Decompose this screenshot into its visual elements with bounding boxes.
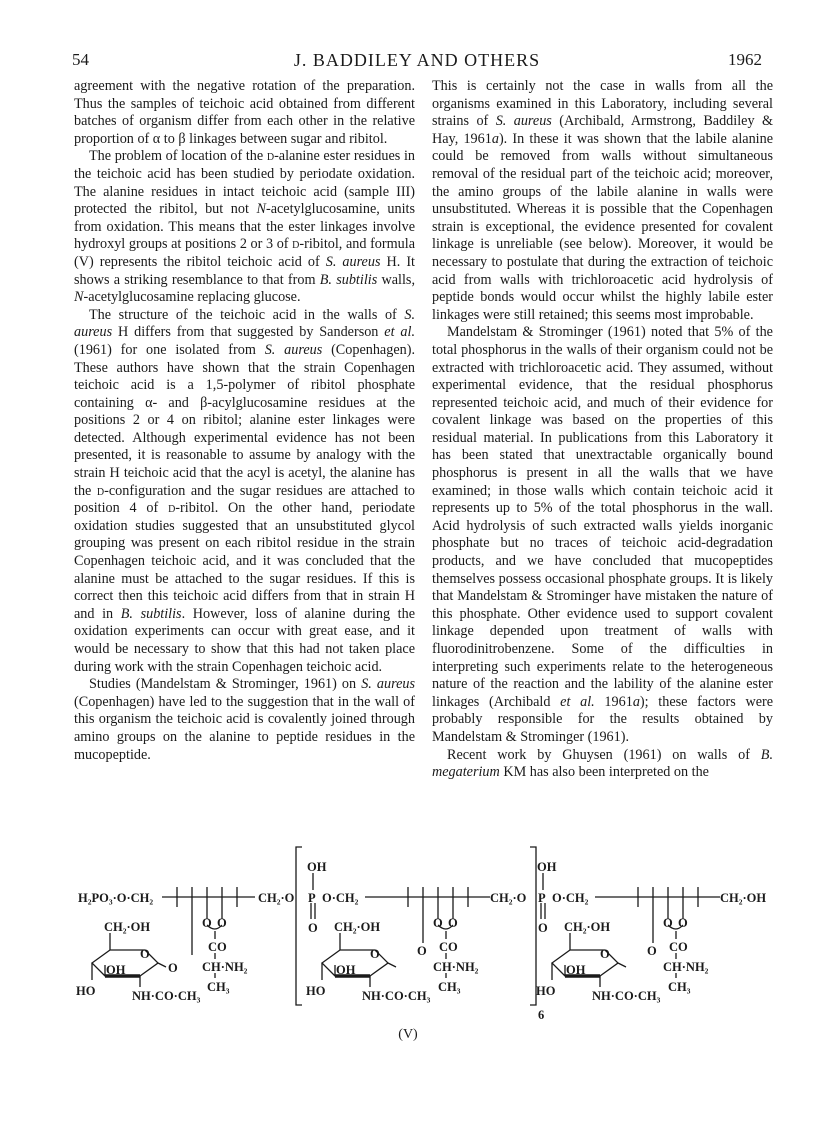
formula-sugar-ho: HO	[536, 984, 556, 998]
text-run: -alanine ester residues in the teichoic acid has been studied by periodate oxidation. The alanine residues in intact teichoic acid (sample III) protected the ribitol, but not	[74, 148, 415, 218]
italic-run: a	[632, 693, 640, 710]
formula-sugar-ch2oh: CH₂·OH	[104, 920, 151, 934]
italic-run: S. aureus	[495, 113, 552, 130]
formula-sugar-nhac: NH·CO·CH₃	[362, 989, 431, 1003]
italic-run: et al.	[384, 324, 415, 341]
text-run: -configuration and the sugar residues are attached to position 4 of	[74, 482, 415, 517]
text-run: Recent work by Ghuysen (1961) on walls of	[447, 746, 761, 763]
formula-sugar-nhac: NH·CO·CH₃	[592, 989, 661, 1003]
paragraph	[74, 78, 415, 148]
text-run: Studies (Mandelstam & Strominger, 1961) on	[89, 676, 362, 693]
text-run: d	[292, 236, 300, 253]
formula-ch2o-link: CH₂·O	[490, 891, 527, 905]
text-run: ). In these it was shown that the labile alanine could be removed from walls without simultaneous removal of the residual part of the teichoic acid; moreover, the amino groups of the labile alanine in walls were unsubstituted. Whereas it is possible that the Copenhagen strain is exceptional, the evidence presented for covalent linkage is unreliable (see below). Moreover, it would be necessary to postulate that during the extraction of teichoic acid from walls with trichloroacetic acid hydrolysis of peptide bonds would occur whilst the highly labile ester linkages were still retained; this seems most improbable.	[432, 130, 773, 323]
paragraph	[74, 307, 415, 676]
italic-run: S. aureus	[361, 676, 415, 693]
italic-run: B. subtilis	[319, 271, 378, 288]
page-number: 54	[72, 50, 89, 69]
formula-phosphate-p: P	[538, 891, 546, 905]
formula-phosphate-o: O	[538, 921, 548, 935]
paragraph	[432, 78, 773, 324]
formula-start-group: H₂PO₃·O·CH₂	[78, 891, 154, 905]
formula-glyco-o: O	[647, 944, 657, 958]
formula-ester-co: CO	[669, 940, 688, 954]
formula-ester-o: O	[217, 916, 227, 930]
formula-sugar-ch2oh: CH₂·OH	[564, 920, 611, 934]
formula-sugar-ch2oh: CH₂·OH	[334, 920, 381, 934]
text-run: This is certainly not the case in walls from all the organisms examined in this Laboratory, including several strains of	[432, 78, 773, 130]
formula-glyco-o: O	[417, 944, 427, 958]
teichoic-acid-structure-formula	[70, 835, 790, 1045]
text-run: (Copenhagen). These authors have shown that the strain Copenhagen teichoic acid is a 1,5-polymer of ribitol phosphate containing α- and β-acylglucosamine residues at the positions 2 or 4 on ribitol; alanine ester linkages were detected. Although experimental evidence has not been presented, it is reasonable to assume by analogy with the strain H teichoic acid that the acyl is acetyl, the alanine has the	[74, 341, 415, 499]
formula-ala-ch3: CH₃	[438, 980, 461, 994]
formula-ala-ch3: CH₃	[207, 980, 230, 994]
paragraph	[74, 676, 415, 764]
formula-ester-o: O	[663, 916, 673, 930]
text-run: H differs from that suggested by Sanderson	[112, 324, 385, 341]
formula-sugar-oh: OH	[566, 963, 586, 977]
text-run: d	[168, 500, 176, 517]
text-run: (Archibald, Armstrong, Baddiley & Hay, 1961	[432, 113, 773, 147]
text-run: (1961) for one isolated from	[74, 341, 265, 358]
italic-run: N	[74, 289, 84, 306]
formula-sugar-nhac: NH·CO·CH₃	[132, 989, 201, 1003]
formula-drawing	[70, 835, 790, 1035]
formula-ala-ch: CH·NH₂	[433, 960, 479, 974]
formula-ester-co: CO	[208, 940, 227, 954]
text-run: KM has also been interpreted on the	[499, 764, 709, 781]
formula-ester-o: O	[202, 916, 212, 930]
formula-sugar-oh: OH	[106, 963, 126, 977]
formula-sugar-oh: OH	[336, 963, 356, 977]
formula-ester-o: O	[433, 916, 443, 930]
text-run: H. It shows a striking resemblance to that from	[74, 253, 415, 288]
formula-glyco-o: O	[168, 961, 178, 975]
text-run: The structure of the teichoic acid in the walls of	[89, 306, 405, 323]
formula-repeat-count: 6	[538, 1008, 545, 1022]
formula-sugar-ho: HO	[76, 984, 96, 998]
formula-o-ch2: O·CH₂	[322, 891, 359, 905]
italic-run: B. megaterium	[432, 746, 773, 781]
formula-ester-o: O	[448, 916, 458, 930]
formula-phosphate-o: O	[308, 921, 318, 935]
formula-label: (V)	[398, 1027, 418, 1042]
italic-run: a	[491, 130, 499, 147]
formula-ch2o-link: CH₂·O	[258, 891, 295, 905]
italic-run: S. aureus	[264, 341, 323, 358]
paragraph	[74, 148, 415, 306]
formula-phosphate-oh: OH	[307, 860, 327, 874]
formula-ring-o: O	[370, 947, 380, 961]
italic-run: et al.	[560, 693, 595, 710]
formula-ring-o: O	[140, 947, 150, 961]
text-run: -acetylglucosamine replacing glucose.	[83, 289, 301, 306]
publication-year: 1962	[728, 50, 762, 69]
formula-ala-ch: CH·NH₂	[202, 960, 248, 974]
text-run: d	[96, 482, 105, 499]
formula-sugar-ho: HO	[306, 984, 326, 998]
text-run: ); these factors were probably responsible for the results obtained by Mandelstam & Strominger (1961).	[432, 693, 774, 745]
italic-run: N	[256, 201, 266, 218]
text-run: agreement with the negative rotation of the preparation. Thus the samples of teichoic acid obtained from different batches of organism differ from each other in the relative proportion of α to β linkages between sugar and ribitol.	[74, 78, 415, 147]
italic-run: S. aureus	[74, 306, 415, 341]
text-run: . However, loss of alanine during the oxidation experiments can occur with great ease, and it would be necessary to show that this had not taken place during work with the strain Copenhagen teichoic acid.	[74, 605, 415, 675]
formula-ala-ch3: CH₃	[668, 980, 691, 994]
italic-run: B. subtilis	[120, 605, 182, 622]
text-run: -acetylglucosamine, units from oxidation. This means that the ester linkages involve hydroxyl groups at positions 2 or 3 of	[74, 201, 415, 253]
formula-ester-o: O	[678, 916, 688, 930]
left-text-column	[74, 78, 415, 764]
text-run: -ribitol, and formula (V) represents the ribitol teichoic acid of	[74, 236, 415, 270]
right-text-column	[432, 78, 773, 782]
formula-phosphate-oh: OH	[537, 860, 557, 874]
formula-ala-ch: CH·NH₂	[663, 960, 709, 974]
paragraph	[432, 324, 773, 746]
text-run: 1961	[594, 693, 633, 710]
running-header	[72, 50, 762, 72]
text-run: Mandelstam & Strominger (1961) noted that 5% of the total phosphorus in the walls of their organism could not be extracted with trichloroacetic acid. They assumed, without experimental evidence, that the residual phosphorus represented teichoic acid, and much of their evidence for covalent linkage was based on the properties of this residual material. In publications from this Laboratory it has been stated that unextractable organically bound phosphorus is present in all the walls that we have examined; in those walls which contain teichoic acid it represents up to 5% of the total phosphorus in the wall. Acid hydrolysis of such extracted walls yields inorganic phosphate but no traces of teichoic acid-degradation products, and we have concluded that mucopeptides themselves possess occasional phosphate groups. It is likely that Mandelstam & Strominger have mistaken the nature of this phosphate. Other evidence used to support covalent linkage depended upon treatment of walls with fluorodinitrobenzene. Some of the difficulties in interpreting such experiments relate to the heterogeneous nature of the reaction and the lability of the alanine ester linkages (Archibald	[432, 324, 773, 710]
formula-o-ch2: O·CH₂	[552, 891, 589, 905]
text-run: d	[266, 148, 275, 165]
italic-run: S. aureus	[325, 253, 381, 270]
formula-phosphate-p: P	[308, 891, 316, 905]
formula-ester-co: CO	[439, 940, 458, 954]
formula-ch2oh-end: CH₂·OH	[720, 891, 767, 905]
running-title: J. BADDILEY AND OTHERS	[293, 50, 541, 70]
text-run: -ribitol. On the other hand, periodate oxidation studies suggested that an unsubstituted glycol grouping was present on each ribitol residue in the strain Copenhagen teichoic acid, and it was concluded that the alanine must be attached to the sugar residues. If this is correct then this teichoic acid differs from that in strain H and in	[74, 500, 415, 622]
text-run: walls,	[377, 271, 415, 288]
paragraph	[432, 747, 773, 782]
formula-ring-o: O	[600, 947, 610, 961]
text-run: (Copenhagen) have led to the suggestion that in the wall of this organism the teichoic acid is covalently joined through amino groups on the alanine to peptide residues in the mucopeptide.	[74, 693, 415, 763]
text-run: The problem of location of the	[89, 148, 267, 165]
